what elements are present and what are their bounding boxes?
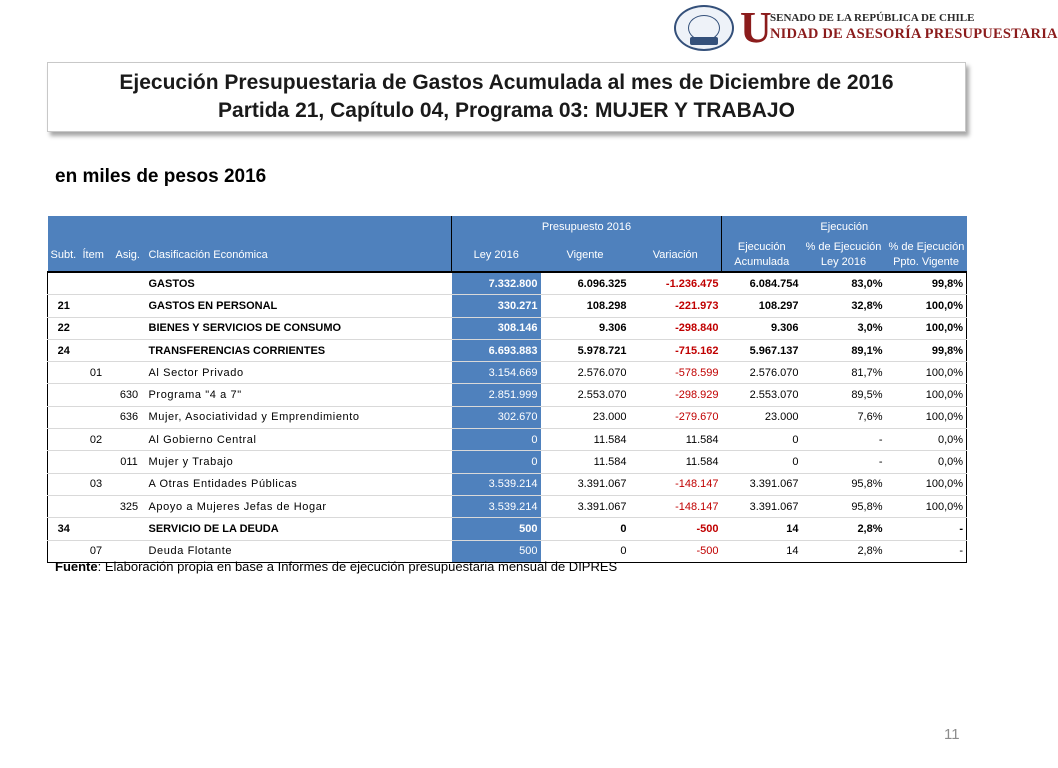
page-number: 11 <box>944 726 960 743</box>
cell-ejecucion: 3.391.067 <box>722 473 802 495</box>
cell-vigente: 0 <box>541 518 630 540</box>
source-note <box>55 559 617 574</box>
table-row <box>48 339 967 361</box>
table-row <box>48 451 967 473</box>
cell-pct-vigente: 100,0% <box>886 295 967 317</box>
group-header-presupuesto: Presupuesto 2016 <box>452 216 722 239</box>
cell-item: 01 <box>80 362 113 384</box>
cell-variacion: 11.584 <box>630 429 722 451</box>
cell-asig: 636 <box>113 406 146 428</box>
cell-asig: 630 <box>113 384 146 406</box>
cell-clasificacion: Al Sector Privado <box>146 362 452 384</box>
cell-ejecucion: 6.084.754 <box>722 272 802 295</box>
col-header-pct-vigente <box>886 239 967 272</box>
title-line-1: Ejecución Presupuestaria de Gastos Acumulada al mes de Diciembre de 2016 <box>119 71 894 94</box>
cell-item <box>80 339 113 361</box>
cell-ejecucion: 3.391.067 <box>722 495 802 517</box>
cell-subt: 22 <box>48 317 80 339</box>
table-row <box>48 406 967 428</box>
cell-pct-vigente: - <box>886 540 967 562</box>
cell-item <box>80 384 113 406</box>
cell-subt <box>48 429 80 451</box>
cell-pct-vigente: - <box>886 518 967 540</box>
units-subtitle: en miles de pesos 2016 <box>55 166 267 187</box>
cell-subt <box>48 406 80 428</box>
table-row <box>48 473 967 495</box>
col-header-asig: Asig. <box>113 239 146 272</box>
col-header-pct-vig-l1: % de Ejecución <box>888 241 965 253</box>
cell-asig: 325 <box>113 495 146 517</box>
cell-vigente: 11.584 <box>541 451 630 473</box>
cell-ejecucion: 0 <box>722 429 802 451</box>
cell-ejecucion: 2.576.070 <box>722 362 802 384</box>
cell-pct-ley: 7,6% <box>802 406 886 428</box>
cell-pct-vigente: 99,8% <box>886 339 967 361</box>
cell-subt <box>48 384 80 406</box>
col-header-ley: Ley 2016 <box>452 239 541 272</box>
cell-ley: 6.693.883 <box>452 339 541 361</box>
budget-table <box>47 216 967 563</box>
cell-ejecucion: 5.967.137 <box>722 339 802 361</box>
cell-ley: 500 <box>452 518 541 540</box>
cell-item: 03 <box>80 473 113 495</box>
cell-subt: 24 <box>48 339 80 361</box>
seal-icon <box>674 5 734 51</box>
cell-item <box>80 317 113 339</box>
cell-variacion: -500 <box>630 518 722 540</box>
cell-variacion: -279.670 <box>630 406 722 428</box>
table-row <box>48 518 967 540</box>
cell-pct-ley: 81,7% <box>802 362 886 384</box>
cell-pct-ley: 32,8% <box>802 295 886 317</box>
col-header-vigente: Vigente <box>541 239 630 272</box>
cell-ejecucion: 108.297 <box>722 295 802 317</box>
cell-ley: 3.154.669 <box>452 362 541 384</box>
cell-item <box>80 495 113 517</box>
col-header-ejecucion-acumulada <box>722 239 802 272</box>
cell-ley: 302.670 <box>452 406 541 428</box>
cell-pct-vigente: 100,0% <box>886 406 967 428</box>
title-box <box>47 62 966 132</box>
cell-pct-ley: 2,8% <box>802 518 886 540</box>
cell-clasificacion: A Otras Entidades Públicas <box>146 473 452 495</box>
cell-pct-ley: 95,8% <box>802 473 886 495</box>
cell-ejecucion: 14 <box>722 540 802 562</box>
col-header-pct-ley-l2: Ley 2016 <box>820 256 867 268</box>
cell-pct-vigente: 100,0% <box>886 495 967 517</box>
col-header-pct-ley <box>802 239 886 272</box>
cell-clasificacion: GASTOS <box>146 272 452 295</box>
cell-pct-ley: 83,0% <box>802 272 886 295</box>
cell-clasificacion: GASTOS EN PERSONAL <box>146 295 452 317</box>
cell-variacion: -298.929 <box>630 384 722 406</box>
cell-vigente: 0 <box>541 540 630 562</box>
cell-pct-vigente: 100,0% <box>886 473 967 495</box>
cell-vigente: 23.000 <box>541 406 630 428</box>
cell-variacion: -578.599 <box>630 362 722 384</box>
cell-pct-ley: 89,1% <box>802 339 886 361</box>
cell-item <box>80 451 113 473</box>
logo-line-1: SENADO DE LA REPÚBLICA DE CHILE <box>770 12 975 24</box>
table-row <box>48 362 967 384</box>
table-row <box>48 295 967 317</box>
cell-subt <box>48 495 80 517</box>
cell-asig: 011 <box>113 451 146 473</box>
cell-variacion: -148.147 <box>630 495 722 517</box>
cell-clasificacion: Mujer, Asociatividad y Emprendimiento <box>146 406 452 428</box>
cell-vigente: 6.096.325 <box>541 272 630 295</box>
table-row <box>48 495 967 517</box>
cell-item <box>80 272 113 295</box>
cell-clasificacion: TRANSFERENCIAS CORRIENTES <box>146 339 452 361</box>
cell-subt: 21 <box>48 295 80 317</box>
cell-clasificacion: BIENES Y SERVICIOS DE CONSUMO <box>146 317 452 339</box>
cell-ley: 3.539.214 <box>452 473 541 495</box>
group-header-ejecucion: Ejecución <box>722 216 967 239</box>
cell-variacion: -1.236.475 <box>630 272 722 295</box>
cell-asig <box>113 362 146 384</box>
cell-variacion: -298.840 <box>630 317 722 339</box>
source-label: Fuente <box>55 559 98 574</box>
cell-ejecucion: 0 <box>722 451 802 473</box>
cell-clasificacion: Al Gobierno Central <box>146 429 452 451</box>
cell-item: 07 <box>80 540 113 562</box>
cell-item: 02 <box>80 429 113 451</box>
cell-item <box>80 295 113 317</box>
cell-pct-vigente: 100,0% <box>886 362 967 384</box>
cell-vigente: 9.306 <box>541 317 630 339</box>
cell-asig <box>113 272 146 295</box>
cell-pct-ley: 95,8% <box>802 495 886 517</box>
cell-subt <box>48 272 80 295</box>
cell-asig <box>113 429 146 451</box>
title-line-2: Partida 21, Capítulo 04, Programa 03: MUJER Y TRABAJO <box>218 99 795 122</box>
col-header-pct-vig-l2: Ppto. Vigente <box>893 256 959 268</box>
cell-variacion: -148.147 <box>630 473 722 495</box>
cell-item <box>80 518 113 540</box>
logo-initial: U <box>740 3 772 52</box>
cell-ley: 0 <box>452 451 541 473</box>
col-header-ejec-l1: Ejecución <box>737 241 786 253</box>
cell-ley: 7.332.800 <box>452 272 541 295</box>
source-text: : Elaboración propia en base a Informes de ejecución presupuestaria mensual de DIPRES <box>97 559 618 574</box>
cell-variacion: -715.162 <box>630 339 722 361</box>
cell-ejecucion: 9.306 <box>722 317 802 339</box>
header-spacer <box>48 216 80 239</box>
cell-vigente: 11.584 <box>541 429 630 451</box>
cell-pct-vigente: 100,0% <box>886 384 967 406</box>
cell-clasificacion: SERVICIO DE LA DEUDA <box>146 518 452 540</box>
cell-ley: 2.851.999 <box>452 384 541 406</box>
cell-vigente: 2.576.070 <box>541 362 630 384</box>
col-header-variacion: Variación <box>630 239 722 272</box>
cell-subt <box>48 362 80 384</box>
cell-asig <box>113 473 146 495</box>
cell-ley: 330.271 <box>452 295 541 317</box>
cell-clasificacion: Deuda Flotante <box>146 540 452 562</box>
cell-variacion: -500 <box>630 540 722 562</box>
cell-clasificacion: Programa "4 a 7" <box>146 384 452 406</box>
cell-asig <box>113 295 146 317</box>
cell-clasificacion: Apoyo a Mujeres Jefas de Hogar <box>146 495 452 517</box>
cell-variacion: 11.584 <box>630 451 722 473</box>
col-header-subt: Subt. <box>48 239 80 272</box>
col-header-clasificacion: Clasificación Económica <box>146 239 452 272</box>
cell-subt <box>48 451 80 473</box>
cell-vigente: 5.978.721 <box>541 339 630 361</box>
cell-pct-ley: 89,5% <box>802 384 886 406</box>
cell-vigente: 3.391.067 <box>541 473 630 495</box>
cell-ley: 308.146 <box>452 317 541 339</box>
table-row <box>48 317 967 339</box>
cell-ejecucion: 14 <box>722 518 802 540</box>
cell-ley: 500 <box>452 540 541 562</box>
cell-pct-vigente: 0,0% <box>886 451 967 473</box>
cell-ley: 3.539.214 <box>452 495 541 517</box>
cell-vigente: 2.553.070 <box>541 384 630 406</box>
cell-pct-ley: 2,8% <box>802 540 886 562</box>
col-header-item: Ítem <box>80 239 113 272</box>
cell-ejecucion: 23.000 <box>722 406 802 428</box>
cell-subt <box>48 473 80 495</box>
cell-pct-vigente: 99,8% <box>886 272 967 295</box>
table-row <box>48 272 967 295</box>
cell-pct-ley: 3,0% <box>802 317 886 339</box>
cell-asig <box>113 317 146 339</box>
senate-logo <box>672 3 1058 52</box>
table-row <box>48 384 967 406</box>
cell-variacion: -221.973 <box>630 295 722 317</box>
cell-ley: 0 <box>452 429 541 451</box>
cell-pct-vigente: 0,0% <box>886 429 967 451</box>
logo-line-2: NIDAD DE ASESORÍA PRESUPUESTARIA <box>770 26 1058 42</box>
cell-vigente: 108.298 <box>541 295 630 317</box>
table-row <box>48 429 967 451</box>
cell-clasificacion: Mujer y Trabajo <box>146 451 452 473</box>
col-header-pct-ley-l1: % de Ejecución <box>805 241 882 253</box>
cell-subt: 34 <box>48 518 80 540</box>
cell-pct-ley: - <box>802 429 886 451</box>
cell-asig <box>113 518 146 540</box>
cell-ejecucion: 2.553.070 <box>722 384 802 406</box>
cell-vigente: 3.391.067 <box>541 495 630 517</box>
cell-pct-ley: - <box>802 451 886 473</box>
cell-asig <box>113 339 146 361</box>
cell-item <box>80 406 113 428</box>
col-header-ejec-l2: Acumulada <box>734 256 790 268</box>
cell-pct-vigente: 100,0% <box>886 317 967 339</box>
